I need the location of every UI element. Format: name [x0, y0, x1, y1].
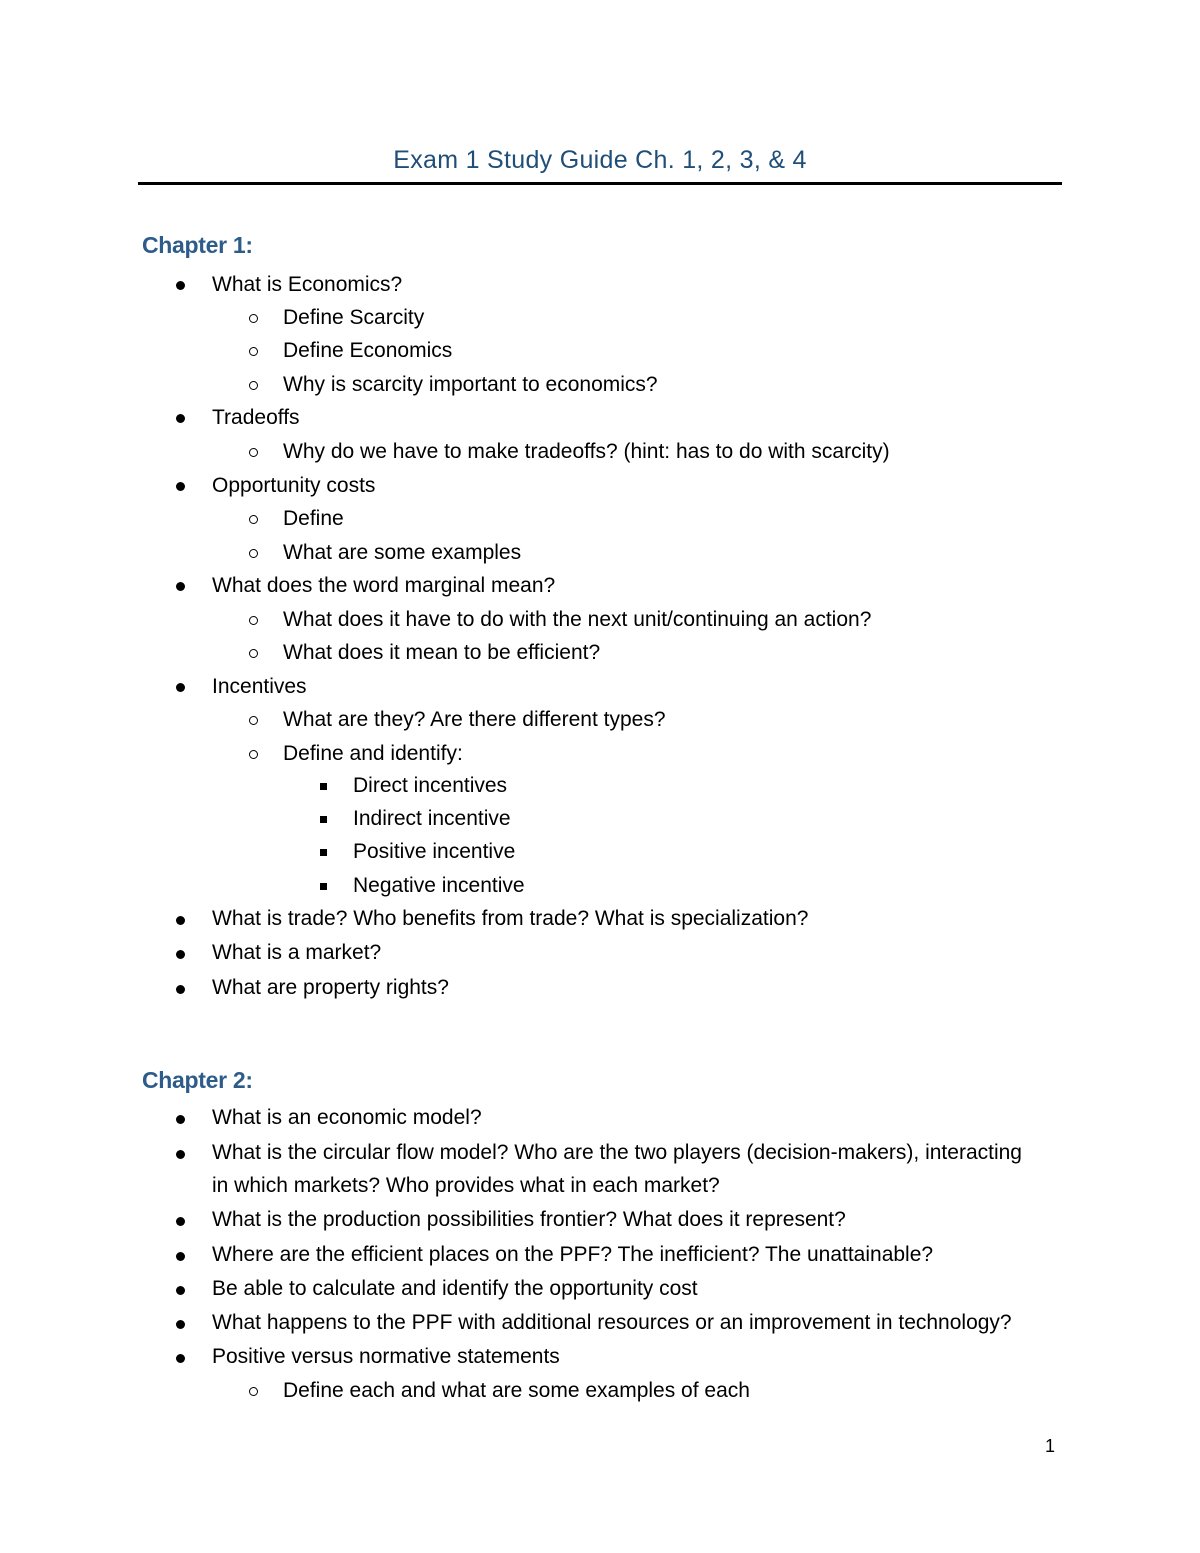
- circle-bullet-icon: [249, 649, 258, 658]
- bullet-icon: [176, 414, 185, 423]
- list-item: Positive versus normative statements: [212, 1345, 560, 1368]
- list-item: Be able to calculate and identify the opportunity cost: [212, 1277, 698, 1300]
- square-bullet-icon: [320, 883, 327, 890]
- list-item: What are some examples: [283, 541, 522, 564]
- circle-bullet-icon: [249, 750, 258, 759]
- square-bullet-icon: [320, 783, 327, 790]
- bullet-icon: [176, 1320, 185, 1329]
- list-item: What is Economics?: [212, 273, 403, 296]
- list-item: What does it mean to be efficient?: [283, 641, 601, 664]
- list-item: What does the word marginal mean?: [212, 574, 556, 597]
- list-item: What is a market?: [212, 941, 382, 964]
- title-underline: [138, 182, 1062, 185]
- list-item: What is trade? Who benefits from trade? What is specialization?: [212, 907, 809, 930]
- bullet-icon: [176, 582, 185, 591]
- list-item: Where are the efficient places on the PPF? The inefficient? The unattainable?: [212, 1243, 934, 1266]
- bullet-icon: [176, 482, 185, 491]
- list-item: Positive incentive: [353, 840, 516, 863]
- bullet-icon: [176, 1252, 185, 1261]
- bullet-icon: [176, 950, 185, 959]
- list-item: Tradeoffs: [212, 406, 300, 429]
- document-title: Exam 1 Study Guide Ch. 1, 2, 3, & 4: [393, 146, 807, 174]
- list-item: What happens to the PPF with additional resources or an improvement in technology?: [212, 1311, 1012, 1334]
- list-item: Incentives: [212, 675, 307, 698]
- list-item: Why do we have to make tradeoffs? (hint: has to do with scarcity): [283, 440, 890, 463]
- bullet-icon: [176, 683, 185, 692]
- list-item: Define Economics: [283, 339, 453, 362]
- list-item: Direct incentives: [353, 774, 508, 797]
- circle-bullet-icon: [249, 616, 258, 625]
- list-item: What is the production possibilities frontier? What does it represent?: [212, 1208, 846, 1231]
- list-item: Why is scarcity important to economics?: [283, 373, 658, 396]
- page-number: 1: [1045, 1436, 1056, 1456]
- chapter1-heading: Chapter 1:: [142, 232, 253, 258]
- bullet-icon: [176, 1354, 185, 1363]
- list-item: What is an economic model?: [212, 1106, 482, 1129]
- list-item: Indirect incentive: [353, 807, 511, 830]
- list-item: What are they? Are there different types?: [283, 708, 666, 731]
- list-item: What does it have to do with the next unit/continuing an action?: [283, 608, 872, 631]
- circle-bullet-icon: [249, 381, 258, 390]
- circle-bullet-icon: [249, 347, 258, 356]
- bullet-icon: [176, 1115, 185, 1124]
- circle-bullet-icon: [249, 314, 258, 323]
- list-item: Define: [283, 507, 344, 530]
- bullet-icon: [176, 1217, 185, 1226]
- circle-bullet-icon: [249, 448, 258, 457]
- list-item-continuation: in which markets? Who provides what in each market?: [212, 1174, 720, 1197]
- square-bullet-icon: [320, 816, 327, 823]
- list-item: Define and identify:: [283, 742, 463, 765]
- list-item: Negative incentive: [353, 874, 525, 897]
- chapter2-heading: Chapter 2:: [142, 1067, 253, 1093]
- circle-bullet-icon: [249, 515, 258, 524]
- circle-bullet-icon: [249, 1387, 258, 1396]
- list-item: What are property rights?: [212, 976, 449, 999]
- bullet-icon: [176, 1150, 185, 1159]
- list-item: Define Scarcity: [283, 306, 425, 329]
- list-item: Define each and what are some examples of each: [283, 1379, 750, 1402]
- bullet-icon: [176, 985, 185, 994]
- circle-bullet-icon: [249, 549, 258, 558]
- bullet-icon: [176, 281, 185, 290]
- bullet-icon: [176, 916, 185, 925]
- list-item: Opportunity costs: [212, 474, 376, 497]
- list-item: What is the circular flow model? Who are the two players (decision-makers), interacting: [212, 1141, 1022, 1164]
- bullet-icon: [176, 1286, 185, 1295]
- square-bullet-icon: [320, 849, 327, 856]
- circle-bullet-icon: [249, 716, 258, 725]
